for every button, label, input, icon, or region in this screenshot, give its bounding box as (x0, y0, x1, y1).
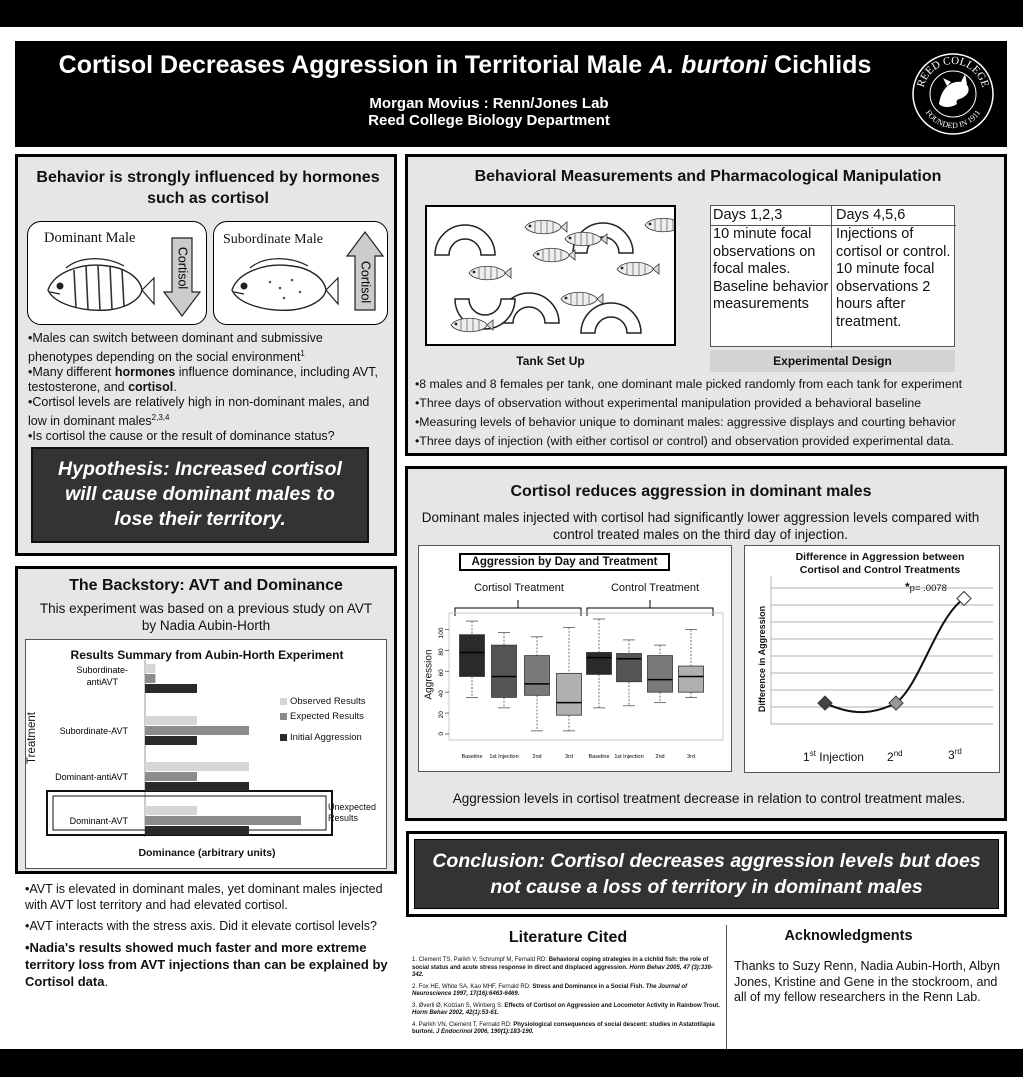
box-6 (617, 654, 642, 682)
boxplot-y-label: Aggression (423, 649, 435, 700)
boxplot-chart-box (418, 545, 732, 772)
tank-fish-icon (525, 220, 567, 234)
conclusion-panel (406, 831, 1007, 917)
bar-expected-results-subordinate-avt (145, 726, 249, 735)
aubin-horth-x-axis-label: Dominance (arbitrary units) (138, 847, 276, 859)
p-value-annotation: *p= .0078 (905, 580, 947, 594)
results-intro: Dominant males injected with cortisol had significantly lower aggression levels compared with control treated males on the third day of injection. (421, 510, 980, 542)
behavior-bullet-2: •Many different hormones influence dominance, including AVT, testosterone, and cortisol. (28, 365, 378, 395)
x-tick-label: 3rd (565, 754, 573, 760)
y-tick-label: 80 (438, 648, 445, 656)
behavior-title: Behavior is strongly influenced by hormones such as cortisol (36, 169, 380, 207)
unexpected-results-label: Unexpected Results (328, 802, 377, 823)
acknowledgments-section (732, 925, 1007, 1049)
bar-expected-results-subordinate-antiavt (145, 674, 155, 683)
cortisol-down-label: Cortisol (175, 246, 190, 290)
difference-y-label: Difference in Aggression (757, 605, 767, 713)
design-caption: Experimental Design (710, 350, 955, 372)
tank-fish-icon (469, 266, 511, 280)
legend-label: Observed Results (290, 696, 366, 707)
legend-swatch (280, 698, 287, 705)
y-tick-label: 40 (438, 690, 445, 698)
reference-2: 2. Fox HE, White SA, Kao MHF, Fernald RD: Stress and Dominance in a Social Fish. The Journal of Neuroscience 1997, 17(16):6463-6469. (412, 983, 688, 997)
legend-label: Expected Results (290, 711, 364, 722)
tank-shelter-1 (435, 225, 495, 255)
aubin-horth-chart-box (25, 639, 387, 869)
section-divider (726, 925, 727, 1049)
legend-observed-results (280, 696, 384, 707)
difference-chart-box (744, 545, 1000, 773)
methods-panel (405, 154, 1007, 456)
bar-observed-results-dominant-avt (145, 806, 197, 815)
control-treatment-label: Control Treatment (610, 582, 700, 594)
dominant-male-card (27, 221, 207, 325)
legend-swatch (280, 734, 287, 741)
x-label-1st-injection: 1st Injection (803, 749, 864, 764)
tank-setup-caption: Tank Set Up (425, 352, 676, 370)
x-tick-label: 2nd (655, 754, 665, 760)
poster-title: Cortisol Decreases Aggression in Territorial Male A. burtoni Cichlids (58, 51, 872, 79)
backstory-bullets (25, 881, 393, 990)
tank-setup-diagram (425, 205, 676, 346)
aubin-horth-y-axis-label: Treatment (26, 712, 38, 764)
tank-fish-icon (533, 248, 575, 262)
behavior-bullet-1: •Males can switch between dominant and submissive phenotypes depending on the social environment$^1$ (28, 331, 323, 365)
bar-observed-results-subordinate-antiavt (145, 664, 155, 673)
diamond-marker-1 (818, 696, 832, 710)
subordinate-male-card (213, 221, 388, 325)
bar-initial-aggression-subordinate-antiavt (145, 684, 197, 693)
references-list (412, 957, 722, 1041)
box-7 (648, 656, 673, 693)
backstory-bullet-3: •Nadia's results showed much faster and more extreme territory loss from AVT injections than can be explained by Cortisol data. (25, 940, 388, 989)
reference-3: 3. Øverli Ø, Kotzian S, Winberg S: Effects of Cortisol on Aggression and Locomotor Activity in Rainbow Trout. Horm Behav 2002, 42(1):53-61. (412, 1002, 720, 1016)
poster-header (15, 41, 1007, 147)
box-2 (492, 645, 517, 697)
behavior-panel (15, 154, 397, 556)
dominant-fish-icon (36, 252, 156, 322)
results-caption: Aggression levels in cortisol treatment decrease in relation to control treatment males. (452, 791, 966, 806)
seal-text-bottom: FOUNDED IN 1911 (923, 108, 983, 131)
reference-1: 1. Clement TS, Parikh V, Schrumpf M, Fernald RD: Behavioral coping strategies in a cichlid fish: the role of social status and acute stress response in direct and displaced aggression. Horm Behav 2005, 47 (3):336-342. (412, 957, 713, 978)
difference-line (825, 598, 964, 712)
dominant-male-label: Dominant Male (44, 230, 136, 246)
literature-section (410, 925, 726, 1049)
department-line: Reed College Biology Department (368, 112, 610, 129)
top-bar (0, 0, 1023, 27)
aubin-horth-bar-chart (26, 640, 388, 870)
x-tick-label: 1st Injection (614, 754, 644, 760)
aubin-horth-legend (280, 696, 384, 753)
acknowledgments-text: Thanks to Suzy Renn, Nadia Aubin-Horth, Albyn Jones, Kristine and Gene in the stockroom, and all of my fellow researchers in the Renn Lab. (734, 959, 1001, 1004)
box-5 (587, 652, 612, 674)
acknowledgments-title: Acknowledgments (784, 928, 913, 944)
difference-chart-title: Difference in Aggression between Cortisol and Control Treatments (795, 551, 965, 576)
x-label-3rd: 3rd (948, 747, 962, 762)
backstory-bullet-1: •AVT is elevated in dominant males, yet dominant males injected with AVT lost territory and had elevated cortisol. (25, 882, 383, 912)
backstory-panel (15, 566, 397, 874)
aubin-horth-chart-title: Results Summary from Aubin-Horth Experiment (70, 648, 344, 662)
backstory-intro: This experiment was based on a previous study on AVT by Nadia Aubin-Horth (39, 601, 373, 633)
literature-title: Literature Cited (508, 929, 628, 946)
hypothesis-box: Hypothesis: Increased cortisol will cause dominant males to lose their territory. (31, 447, 369, 543)
cortisol-up-arrow-icon (345, 230, 385, 312)
behavior-bullets (28, 331, 390, 444)
bar-initial-aggression-subordinate-avt (145, 736, 197, 745)
x-tick-label: 3rd (687, 754, 695, 760)
conclusion-text: Conclusion: Cortisol decreases aggression levels but does not cause a loss of territory in dominant males (414, 839, 999, 909)
bar-initial-aggression-dominant-antiavt (145, 782, 249, 791)
methods-bullet-2: •Three days of observation without experimental manipulation provided a behavioral baseline (415, 396, 922, 410)
tank-fish-icon (617, 262, 659, 276)
x-tick-label: Baseline (461, 754, 483, 760)
tank-fish-icon (645, 218, 674, 232)
cortisol-group-bracket (455, 600, 581, 616)
reference-4: 4. Parikh VN, Clement T, Fernald RD: Physiological consequences of social descent: studies in Astatotilapia burtoni. J Endocrinol 2006, 190(1):183-190. (412, 1021, 715, 1035)
behavior-bullet-3: •Cortisol levels are relatively high in non-dominant males, and low in dominant males$^{2,3,4}$ (28, 395, 370, 429)
category-label-dominant-antiavt: Dominant-antiAVT (55, 772, 128, 782)
methods-bullets (415, 375, 1005, 451)
methods-bullet-3: •Measuring levels of behavior unique to dominant males: aggressive displays and courting behavior (415, 415, 956, 429)
author-line: Morgan Movius : Renn/Jones Lab (369, 95, 609, 112)
tank-shelter-4 (581, 303, 641, 333)
category-label-subordinate-avt: Subordinate-AVT (59, 726, 128, 736)
cortisol-up-label: Cortisol (358, 260, 373, 304)
y-tick-label: 0 (438, 732, 445, 736)
category-label-subordinate-antiavt: Subordinate-antiAVT (76, 665, 128, 687)
seal-text-top: REED COLLEGE (914, 54, 992, 89)
boxplot-title: Aggression by Day and Treatment (459, 553, 670, 571)
methods-title: Behavioral Measurements and Pharmacological Manipulation (474, 168, 942, 185)
box-4 (557, 673, 582, 715)
design-table (710, 205, 955, 347)
y-tick-label: 100 (438, 627, 445, 639)
y-tick-label: 60 (438, 669, 445, 677)
results-title: Cortisol reduces aggression in dominant males (510, 483, 872, 500)
subordinate-fish-icon (220, 252, 340, 322)
box-8 (679, 666, 704, 692)
tank-fish-icon (561, 292, 603, 306)
design-col2-header: Days 4,5,6 (836, 207, 906, 223)
legend-initial-aggression (280, 732, 384, 743)
legend-label: Initial Aggression (290, 732, 362, 743)
bar-observed-results-dominant-antiavt (145, 762, 249, 771)
design-col1-body: 10 minute focal observations on focal males. Baseline behavior measurements (713, 226, 829, 312)
y-tick-label: 20 (438, 711, 445, 719)
control-group-bracket (587, 600, 713, 616)
category-label-dominant-avt: Dominant-AVT (69, 816, 128, 826)
bar-expected-results-dominant-antiavt (145, 772, 197, 781)
tank-drawing (427, 207, 674, 344)
cortisol-down-arrow-icon (162, 236, 202, 318)
design-col2-body: Injections of cortisol or control. 10 minute focal observations 2 hours after treatment. (836, 226, 951, 330)
bar-expected-results-dominant-avt (145, 816, 301, 825)
methods-bullet-4: •Three days of injection (with either cortisol or control) and observation provided experimental data. (415, 434, 954, 448)
cortisol-treatment-label: Cortisol Treatment (474, 582, 564, 594)
x-tick-label: 2nd (532, 754, 542, 760)
design-col1-header: Days 1,2,3 (713, 207, 783, 223)
legend-expected-results (280, 711, 384, 722)
methods-bullet-1: •8 males and 8 females per tank, one dominant male picked randomly from each tank for experiment (415, 377, 963, 391)
x-tick-label: Baseline (588, 754, 610, 760)
reed-college-seal-logo (911, 52, 995, 136)
results-panel (405, 466, 1007, 821)
x-label-2nd: 2nd (887, 749, 903, 764)
backstory-bullet-2: •AVT interacts with the stress axis. Did it elevate cortisol levels? (25, 919, 377, 933)
aggression-boxplot (419, 546, 733, 773)
bar-initial-aggression-dominant-avt (145, 826, 249, 835)
box-1 (460, 635, 485, 677)
bottom-bar (0, 1049, 1023, 1077)
difference-line-chart (745, 546, 1001, 774)
subordinate-male-label: Subordinate Male (223, 232, 323, 247)
box-3 (525, 656, 550, 696)
x-tick-label: 1st Injection (489, 754, 519, 760)
legend-swatch (280, 713, 287, 720)
bar-observed-results-subordinate-avt (145, 716, 197, 725)
backstory-title: The Backstory: AVT and Dominance (69, 577, 343, 594)
behavior-bullet-4: •Is cortisol the cause or the result of dominance status? (28, 429, 335, 444)
poster-authors (15, 95, 963, 129)
